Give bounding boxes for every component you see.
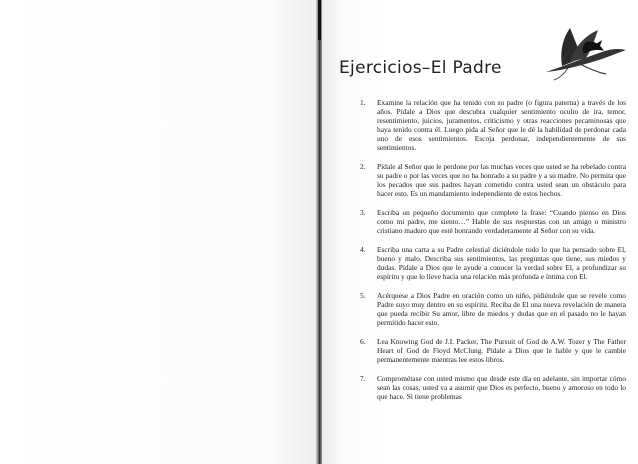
list-item [360, 98, 626, 153]
item-number: 4. [360, 245, 366, 254]
item-text: Escriba una carta a su Padre celestial diciéndole todo lo que ha pensado sobre El, bueno y malo. Describa sus sentimientos, las preguntas que tiene, sus miedos y dudas. Pídale a Dios que le ayude a conocer la verdad sobre El, a profundizar su espíritu y que lo lleve hacia una relación más profunda e íntima con El. [377, 245, 626, 282]
item-text: Pídale al Señor que le perdone por las muchas veces que usted se ha rebelado contra su padre o por las veces que no ha honrado a su padre y a su madre. No permita que los pecados que sus padres hayan cometido contra usted sean un obstáculo para hacer esto. Es un mandamiento independiente de estos hechos. [377, 162, 626, 199]
list-item [360, 374, 626, 401]
list-item [360, 245, 626, 281]
list-item [360, 162, 626, 198]
gutter-shadow [318, 0, 321, 40]
item-number: 7. [360, 373, 366, 383]
item-text: Comprométase con usted mismo que desde este día en adelante, sin importar cómo sean las cosas, usted va a asumir que Dios es perfecto, bueno y amoroso en todo lo que hace. Si tiene problemas [377, 373, 626, 401]
dove-icon [540, 22, 628, 82]
item-number: 5. [360, 290, 366, 300]
item-number: 1. [360, 98, 366, 107]
item-text: Lea Knowing God de J.I. Packer, The Pursuit of God de A.W. Tozer y The Father Heart of God de Floyd McClung. Pídale a Dios que le hable y que le cambie permanentemente mientras lee estos libros. [377, 336, 626, 365]
item-text: Escriba un pequeño documento que complete la frase: “Cuando pienso en Dios como mi padre, me siento…” Hable de sus respuestas con un amigo o ministro cristiano maduro que esté honrando verdaderamente al Señor con su vida. [377, 208, 626, 236]
item-number: 2. [360, 162, 366, 172]
item-text: Examine la relación que ha tenido con su padre (o figura paterna) a través de los años. Pídale a Dios que descubra cualquier sentimiento oculto de ira, temor, resentimiento, juicios, juramentos, criticismo y otras reacciones pecaminosas que haya tenido contra él. Luego pida al Señor que le dé la habilidad de perdonar cada uno de esos sentimientos. Escoja perdonar, independientemente de sus sentimientos. [377, 98, 626, 153]
item-number: 3. [360, 208, 366, 218]
left-page [0, 0, 318, 464]
item-text: Acérquese a Dios Padre en oración como un niño, pidiéndole que se revele como Padre suyo muy dentro en su espíritu. Reciba de El una nueva revelación de manera que pueda recibir Su amor, libre de miedos y dudas que en el pasado no le hayan permitido hacer esto. [377, 290, 626, 328]
list-item [360, 337, 626, 364]
exercise-list [360, 98, 626, 411]
item-number: 6. [360, 336, 366, 346]
page-title: Ejercicios–El Padre [339, 58, 502, 78]
list-item [360, 291, 626, 327]
list-item [360, 208, 626, 235]
